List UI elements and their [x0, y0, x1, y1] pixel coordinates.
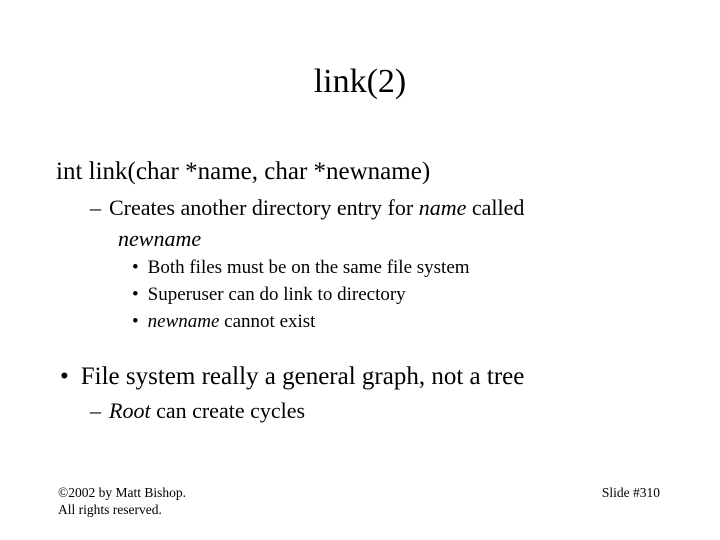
list-item-main — [56, 360, 676, 394]
description-text: Creates another directory entry for — [109, 195, 419, 220]
list-item-last — [56, 396, 676, 425]
slide-body — [56, 155, 676, 427]
description-text-mid: called — [466, 195, 525, 220]
footer-copyright — [58, 484, 186, 518]
description-italic-newname: newname — [118, 226, 202, 251]
vertical-spacer — [56, 336, 676, 360]
dash-bullet-icon: – — [90, 195, 101, 220]
sub-3-text: cannot exist — [219, 311, 316, 332]
round-bullet-icon: • — [132, 284, 139, 305]
footer-copyright-line: ©2002 by Matt Bishop. — [58, 485, 187, 500]
main-text: File system really a general graph, not a tree — [80, 363, 525, 390]
sub-3-italic-newname: newname — [147, 311, 220, 332]
round-bullet-icon: • — [132, 257, 139, 278]
page-title: link(2) — [313, 63, 407, 100]
footer-slide-number: Slide #310 — [601, 485, 660, 500]
list-item-sub-1 — [56, 255, 676, 281]
round-bullet-icon: • — [132, 311, 139, 332]
last-text: can create cycles — [150, 398, 306, 423]
sub-2-text: Superuser can do link to directory — [147, 284, 406, 305]
description-italic-name: name — [418, 195, 467, 220]
dash-bullet-icon: – — [90, 398, 101, 423]
function-signature — [56, 155, 676, 189]
list-item-sub-2 — [56, 282, 676, 308]
round-bullet-icon: • — [60, 363, 69, 390]
list-item-sub-3 — [56, 309, 676, 335]
sub-1-text: Both files must be on the same file system — [147, 257, 470, 278]
footer-rights-line: All rights reserved. — [58, 502, 162, 517]
last-italic-root: Root — [109, 398, 151, 423]
function-signature-text: int link(char *name, char *newname) — [56, 158, 431, 185]
list-item-description — [56, 193, 676, 222]
list-item-description-continued — [56, 224, 676, 253]
